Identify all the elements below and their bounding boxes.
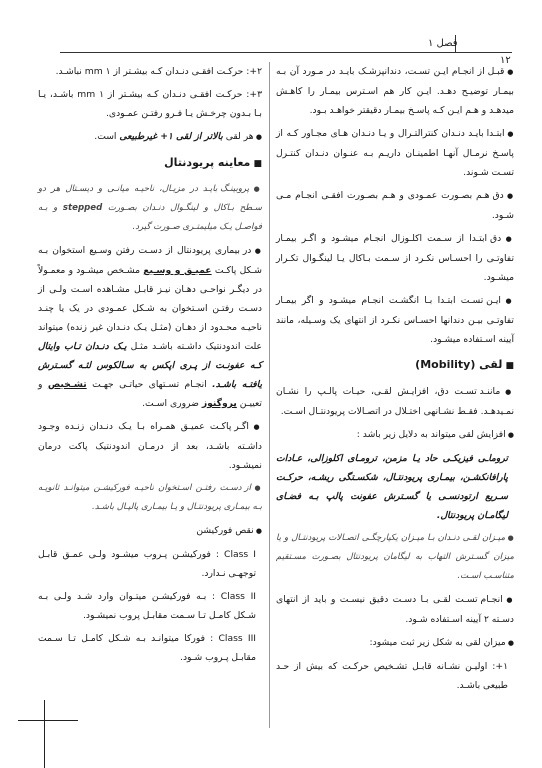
section-title-periodontal: ■ معاینه پریودنتال xyxy=(38,153,262,174)
class-3-label: Class III xyxy=(218,633,256,644)
header-rule xyxy=(60,52,512,53)
bone-loss-a: در بیماری پریودنتال از دسـت رفتن وسـیع استخوان بـه شـکل پاکـت xyxy=(38,245,262,276)
section-title-mobility: ■ لقی (Mobility) xyxy=(276,355,514,376)
paragraph-mobility-intro: ● ماننـد تسـت دق، افزایـش لقـی، حیـات پالـپ را نشـان نمـیدهـد. فقـط نشـانهی اختـلال در اتصـالات پریودنتـال اسـت. xyxy=(276,382,514,421)
bone-loss-d: و تعییـن xyxy=(38,379,262,409)
paragraph-percussion-occlusal: ● دق ابتـدا از سـمت اکلـوزال انجـام میشـود و اگـر بیمـار تفاوتـی را احسـاس نکـرد از سـمت بـاکال یـا لینگـوال تکـرار میشـود. xyxy=(276,229,514,287)
paragraph-deep-pocket: ● اگـر پاکـت عمیـق همـراه بـا یـک دنـدان زنـده وجـود داشـته باشـد، بعد از درمـان اندودنتیک پاکت درمان نمیشـود. xyxy=(38,417,262,475)
class-3-text: : فورکا میتوانـد بـه شـکل کامـل تـا سـمت مقابـل پـروب شـود. xyxy=(38,633,256,663)
paragraph-percussion-finger: ● ایـن تسـت ابتـدا بـا انگشـت انجـام میشـود و اگر بیمـار تفاوتـی بیـن دندانها احسـاس نکـرد از انتهای یک وسـیله، مانند آیینه اسـتفاده میشـود. xyxy=(276,291,514,349)
bone-loss-b: مشـخص میشـود و معمـولاً در دیگـر نواحـی دهـان نیـز قابـل مشـاهده اسـت ولـی از دسـت رفتـن اسـتخوان به شـکل عمـودی در یک یا چنـد ناحیـه محـدود از دهـان (مثـل یـک دنـدان غیر زنده) میتواند علت اندودنتیک داشـته باشـد مثـل xyxy=(38,265,263,352)
paragraph-percussion-direction: ● دق هـم بصـورت عمـودی و هـم بصـورت افقـی انجـام مـی شـود. xyxy=(276,186,514,225)
paragraph-mobility-proportion: ● میـزان لقـی دنـدان بـا میـزان یکپارچگـی اتصـالات پریودنتـال و یا میزان گسـترش التهاب به لیگامان پریودنتال بصـورت مسـتقیم متناسـب اسـت. xyxy=(276,529,514,586)
class-1-label: Class I xyxy=(224,549,256,560)
probing-stepped: stepped xyxy=(62,203,103,213)
bone-loss-e: ضروری اسـت. xyxy=(142,398,199,409)
furcation-class-3 xyxy=(38,629,262,667)
paragraph-mobility-causes: تروماـی فیزیکـی حاد یـا مزمن، ترومـای اکلوزالی، عـادات پارافانکشـن، بیمـاری پریودنتـال، شکسـتگی ریشـه، حرکـت سـریع ارتودنسـی یا گسـترش عفونت پالپ بـه فضـای لیگامـان پریودنتال. xyxy=(276,453,508,521)
column-separator xyxy=(269,62,270,728)
paragraph-test-explanation: ● قبـل از انجـام ایـن تسـت، دندانپزشـک بایـد در مـورد آن بـه بیمـار توضیـح دهـد. ایـن کار هم اسـترس بیمـار را کاهـش میدهـد و هـم ایـن کـه پاسـخ بیمـار دقیقتر خواهـد بـود. xyxy=(276,62,514,120)
bone-loss-example: یـک دنـدان تـاب وایتال کـه عفونـت از پـری اپکس به سـالکوس لثـه گسـترش یافتـه باشـد. xyxy=(38,341,263,390)
abnormal-suffix: است. xyxy=(94,131,117,142)
probing-text-b: و بـه فواصـل یـک میلیمتـری صـورت گیرد. xyxy=(38,203,262,232)
class-2-label: Class II xyxy=(220,591,257,602)
paragraph-bone-loss xyxy=(38,241,262,413)
paragraph-mobility-mirror: ● انجـام تسـت لقـی بـا دسـت دقیق نیسـت و باید از انتهای دسـته ۲ آیینه اسـتفاده شـود. xyxy=(276,590,514,629)
furcation-defect-title: ● نقص فورکیشن xyxy=(38,521,262,541)
right-column xyxy=(276,62,514,699)
paragraph-mobility-recording: ● میزان لقی به شکل زیر ثبت میشود: xyxy=(276,633,514,653)
chapter-label: فصل ۱ xyxy=(428,38,458,49)
mobility-grade-2: ۲+: حرکـت افقـی دنـدان کـه بیشـتر از ۱ mm نباشـد. xyxy=(55,66,262,77)
paragraph-furcation-bone-loss: ● از دسـت رفتـن اسـتخوان ناحیـه فورکیشـن میتوانـد ثانویـه بـه بیمـاری پریودنتـال و یـا بیمـاری پالپـال باشـد. xyxy=(38,479,262,517)
crop-mark-horizontal xyxy=(18,720,78,721)
class-1-text: : فورکیشـن پـروب میشـود ولـی عمـق قابـل توجهـی نـدارد. xyxy=(38,549,256,579)
paragraph-mobility-causes-intro: ● افزایش لقی میتواند به دلایل زیر باشد : xyxy=(276,425,514,445)
probing-text-a: پروبینـگ بایـد در مزیـال، ناحیـه میانـی و دیسـتال هر دو سـطح بـاکال و لینگـوال دنـدان بصـورت xyxy=(38,184,263,213)
bone-loss-deep-wide: عمیـق و وسـیع xyxy=(143,265,212,276)
furcation-class-2 xyxy=(38,587,262,625)
abnormal-bold: بالاتر از لقی ۱+ غیرطبیعی xyxy=(119,131,223,142)
bone-loss-c: انجـام تسـتهای حیاتـی جهـت xyxy=(92,379,207,390)
paragraph-abnormal-mobility xyxy=(38,127,262,147)
mobility-grade-3: ۳+: حرکـت افقـی دنـدان کـه بیشـتر از ۱ mm باشـد، یـا بـا بـدون چرخـش یـا فـرو رفتـن عمـودی. xyxy=(38,89,262,119)
abnormal-prefix: هر لقی xyxy=(225,131,254,142)
page-number: ۱۲ xyxy=(500,55,511,66)
furcation-class-1 xyxy=(38,545,262,583)
left-column xyxy=(38,62,262,671)
bone-loss-prognosis: پروگنوز xyxy=(201,398,237,409)
crop-mark-vertical xyxy=(44,700,45,768)
class-2-text: : بـه فورکیشـن میتـوان وارد شـد ولـی بـه شـکل کامـل تـا سـمت مقابـل پروب نمیشـود. xyxy=(38,591,256,621)
paragraph-probing xyxy=(38,180,262,237)
paragraph-control-tooth: ● ابتـدا بایـد دنـدان کنترالتـرال و یـا دنـدان هـای مجـاور کـه از پاسـخ نرمـال آنهـا اطمینـان داریـم بـه عنـوان دنـدان کنتـرل تسـت شـوند. xyxy=(276,124,514,182)
bone-loss-diagnosis: تشـخیص xyxy=(47,379,87,390)
mobility-grade-1: ۱+: اولیـن نشـانه قابـل تشـخیص حرکـت که بیش از حـد طبیعی باشـد. xyxy=(276,661,508,691)
